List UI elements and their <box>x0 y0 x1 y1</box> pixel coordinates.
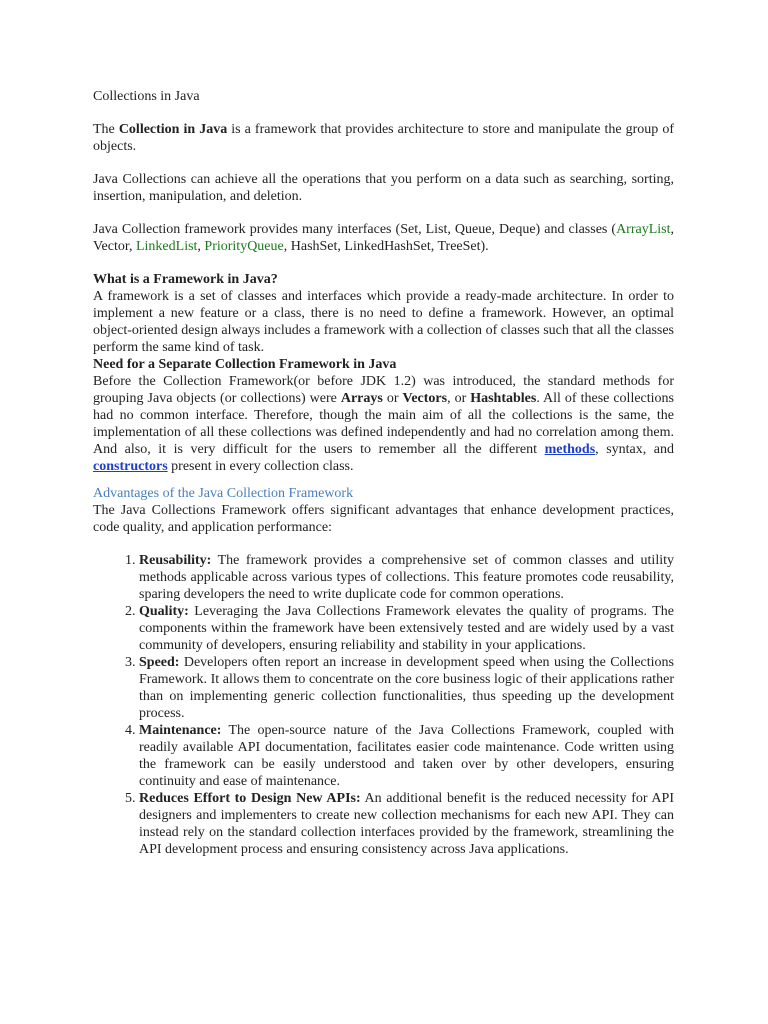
item-text: The framework provides a comprehensive set of common classes and utility methods applicable across various types of collections. This feature promotes code reusability, sparing developers the need to write duplicate code for common operations. <box>139 553 674 602</box>
text-run: Java Collection framework provides many interfaces (Set, List, Queue, Deque) and classes ( <box>93 222 617 237</box>
item-text: Developers often report an increase in development speed when using the Collections Framework. It allows them to concentrate on the core business logic of their applications rather than on implementing generic collection functionalities, thus speeding up the development process. <box>139 655 674 721</box>
arrays-term: Arrays <box>340 391 383 406</box>
list-item <box>139 790 674 858</box>
framework-heading: What is a Framework in Java? <box>93 272 278 287</box>
intro-paragraph-3 <box>93 221 674 255</box>
need-heading: Need for a Separate Collection Framework in Java <box>93 357 397 372</box>
item-label: Quality: <box>139 604 189 619</box>
list-item <box>139 552 674 603</box>
item-label: Maintenance: <box>139 723 222 738</box>
item-text: An additional benefit is the reduced necessity for API designers and implementers to create new collection mechanisms for each new API. They can instead rely on the standard collection interfaces provided by the framework, streamlining the API development process and ensuring consistency across Java applications. <box>139 791 674 857</box>
text-run: , <box>197 239 205 254</box>
list-item <box>139 722 674 790</box>
advantages-heading: Advantages of the Java Collection Framework <box>93 486 354 501</box>
text-run: , syntax, and <box>595 442 675 457</box>
text-run: , or <box>447 391 471 406</box>
item-text: Leveraging the Java Collections Framework elevates the quality of programs. The components within the framework have been extensively tested and are widely used by a vast community of developers, ensuring reliability and stability in your applications. <box>139 604 674 653</box>
intro-paragraph-2: Java Collections can achieve all the operations that you perform on a data such as searching, sorting, insertion, manipulation, and deletion. <box>93 172 674 204</box>
item-label: Reusability: <box>139 553 212 568</box>
arraylist-term: ArrayList <box>616 222 671 237</box>
text-run: is a framework that provides architecture to store and manipulate the group of objects. <box>93 122 674 154</box>
text-run: present in every collection class. <box>167 459 354 474</box>
text-run: Before the Collection Framework(or before JDK 1.2) was introduced, the standard methods for grouping Java objects (or collections) were <box>93 374 674 406</box>
text-run: . All of these collections had no common interface. Therefore, though the main aim of all the collections is the same, the implementation of all these collections was defined independently and had no correlation among them. And also, it is very difficult for the users to remember all the different <box>93 391 674 457</box>
item-text: The open-source nature of the Java Collections Framework, coupled with readily available API documentation, facilitates easier code maintenance. Code written using the framework can be easily understood and taken over by other developers, ensuring continuity and ease of maintenance. <box>139 723 674 789</box>
linkedlist-term: LinkedList <box>135 239 198 254</box>
item-label: Speed: <box>139 655 180 670</box>
advantages-intro: The Java Collections Framework offers significant advantages that enhance development practices, code quality, and application performance: <box>93 503 674 535</box>
vectors-term: Vectors <box>402 391 448 406</box>
intro-paragraph-1 <box>93 121 674 155</box>
text-run: , Vector, <box>93 222 674 254</box>
list-item <box>139 603 674 654</box>
advantages-list <box>93 552 674 858</box>
hashtables-term: Hashtables <box>470 391 537 406</box>
document-body <box>93 88 674 858</box>
priorityqueue-term: PriorityQueue <box>204 239 284 254</box>
bold-term: Collection in Java <box>118 122 228 137</box>
text-run: The <box>93 122 119 137</box>
text-run: or <box>382 391 403 406</box>
document-title: Collections in Java <box>93 89 200 104</box>
list-item <box>139 654 674 722</box>
item-label: Reduces Effort to Design New APIs: <box>139 791 361 806</box>
need-paragraph <box>93 373 674 475</box>
text-run: , HashSet, LinkedHashSet, TreeSet). <box>283 239 489 254</box>
framework-paragraph: A framework is a set of classes and interfaces which provide a ready-made architecture. In order to implement a new feature or a class, there is no need to define a framework. However, an optimal object-oriented design always includes a framework with a collection of classes such that all the classes perform the same kind of task. <box>93 289 674 355</box>
methods-link[interactable]: methods <box>544 442 596 457</box>
constructors-link[interactable]: constructors <box>93 459 168 474</box>
